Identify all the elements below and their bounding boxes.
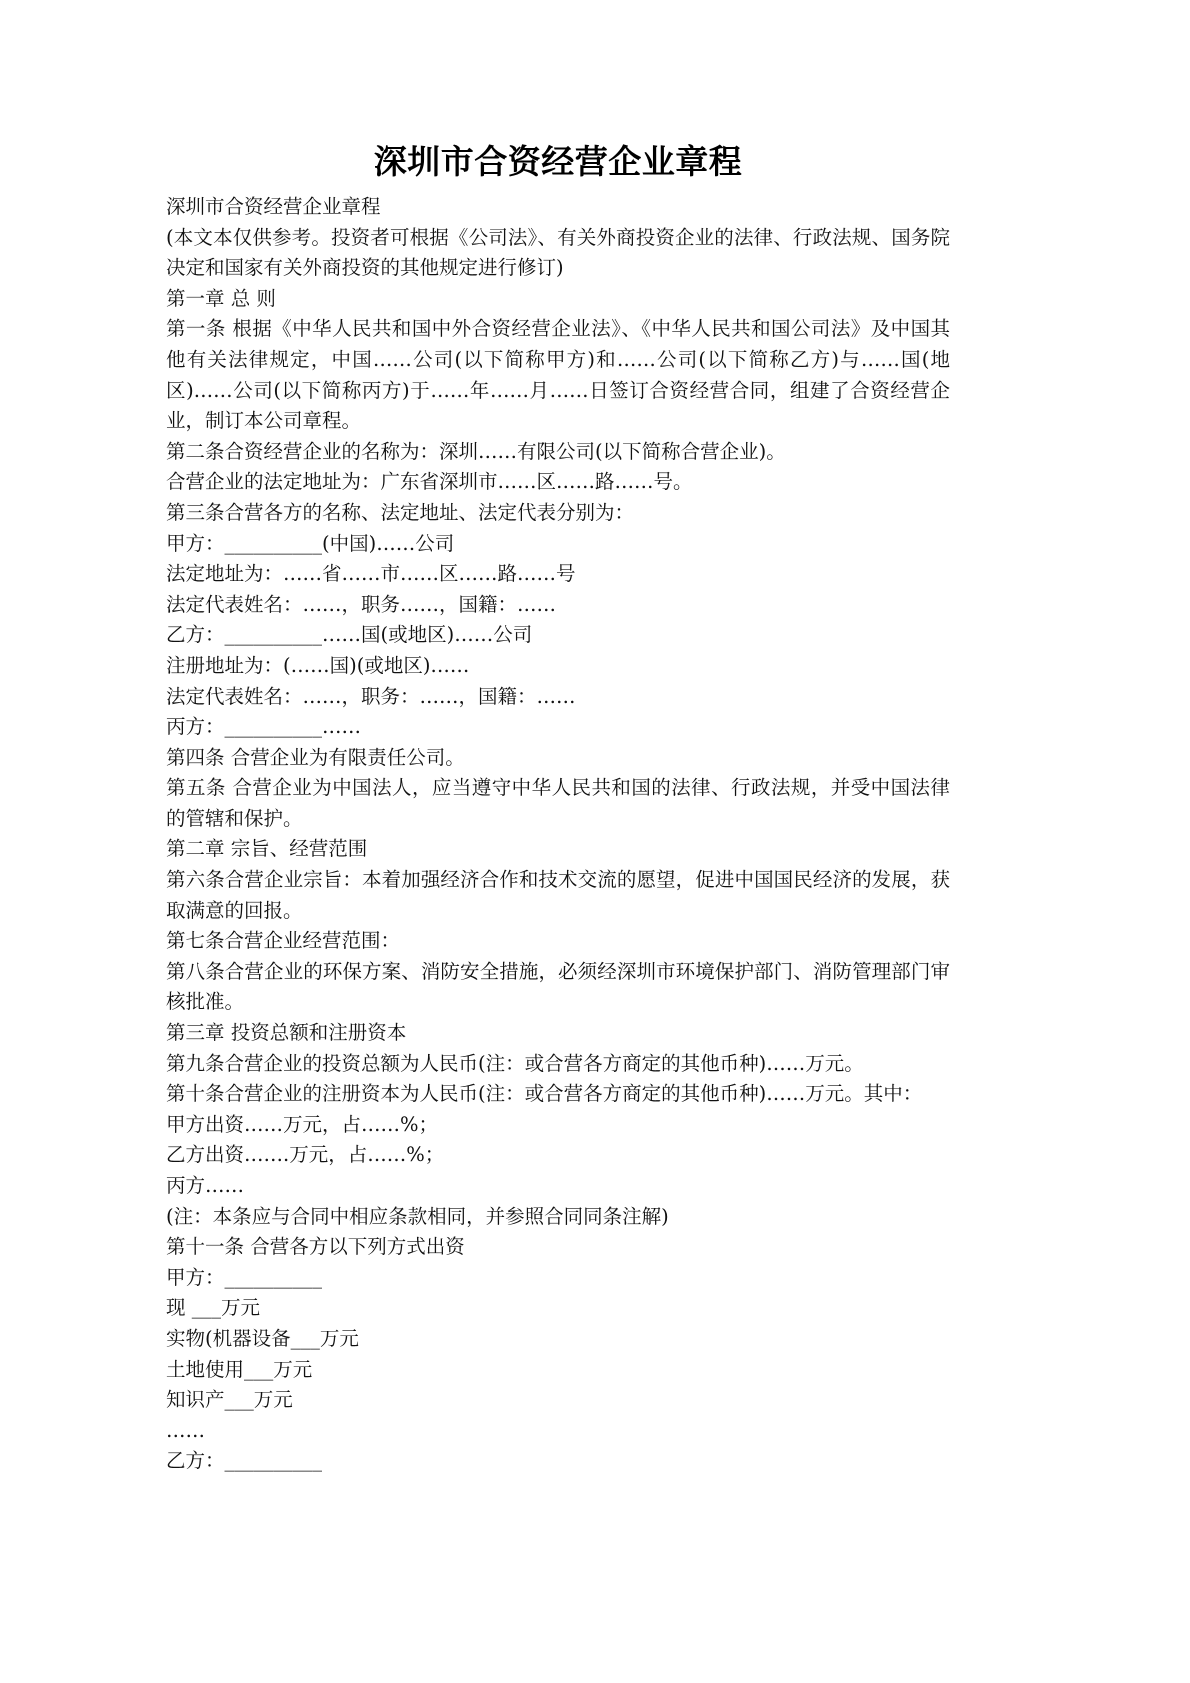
- document-body: [166, 192, 950, 1477]
- heading-chapter-2: 第二章 宗旨、经营范围: [166, 837, 368, 861]
- field-equipment-amount: 实物(机器设备___万元: [166, 1326, 359, 1350]
- field-intellectual-property-amount: 知识产___万元: [166, 1388, 293, 1412]
- paragraph-article-1: 第一条 根据《中华人民共和国中外合资经营企业法》、《中华人民共和国公司法》及中国其他有关法律规定，中国……公司(以下简称甲方)和……公司(以下简称乙方)与……国(地区)……公司(以下简称丙方)于……年……月……日签订合资经营合同，组建了合资经营企业，制订本公司章程。: [166, 317, 950, 433]
- field-party-b-contribution: 乙方出资…….万元，占……%；: [166, 1143, 445, 1167]
- heading-chapter-3: 第三章 投资总额和注册资本: [166, 1021, 407, 1045]
- paragraph-subtitle: 深圳市合资经营企业章程: [166, 195, 381, 218]
- field-cash-amount: 现 ___万元: [166, 1296, 260, 1320]
- field-ellipsis: ……: [166, 1418, 205, 1442]
- paragraph-article-5: 第五条 合营企业为中国法人，应当遵守中华人民共和国的法律、行政法规，并受中国法律的管辖和保护。: [166, 776, 950, 830]
- document-content: [166, 140, 950, 1477]
- field-party-a-name: 甲方：__________(中国)……公司: [166, 531, 455, 555]
- field-party-c-contribution: 丙方……: [166, 1174, 245, 1197]
- paragraph-article-8: 第八条合营企业的环保方案、消防安全措施，必须经深圳市环境保护部门、消防管理部门审核批准。: [166, 959, 950, 1014]
- paragraph-article-6: 第六条合营企业宗旨：本着加强经济合作和技术交流的愿望，促进中国国民经济的发展，获取满意的回报。: [166, 868, 950, 922]
- page-title: 深圳市合资经营企业章程: [373, 142, 743, 181]
- field-party-b-address: 注册地址为：(……国)(或地区)……: [166, 653, 470, 677]
- field-party-a-contribution: 甲方出资……万元，占……%；: [166, 1112, 439, 1136]
- field-party-a-representative: 法定代表姓名：……，职务……，国籍：……: [166, 592, 557, 616]
- paragraph-article-11: 第十一条 合营各方以下列方式出资: [166, 1235, 465, 1259]
- field-party-b-representative: 法定代表姓名：……，职务：……，国籍：……: [166, 684, 576, 708]
- paragraph-note-contract: (注：本条应与合同中相应条款相同，并参照合同同条注解): [166, 1204, 669, 1228]
- field-party-b-name: 乙方：__________……国(或地区)……公司: [166, 623, 533, 647]
- field-party-a-blank: 甲方：__________: [166, 1265, 323, 1289]
- field-land-use-amount: 土地使用___万元: [166, 1357, 313, 1381]
- paragraph-disclaimer: (本文本仅供参考。投资者可根据《公司法》、有关外商投资企业的法律、行政法规、国务院决定和国家有关外商投资的其他规定进行修订): [166, 225, 950, 280]
- heading-chapter-1: 第一章 总 则: [166, 286, 276, 310]
- paragraph-article-10: 第十条合营企业的注册资本为人民币(注：或合营各方商定的其他币种)……万元。其中：: [166, 1082, 923, 1106]
- field-party-c-name: 丙方：__________……: [166, 715, 362, 739]
- field-party-b-blank: 乙方：__________: [166, 1449, 323, 1473]
- paragraph-article-7: 第七条合营企业经营范围：: [166, 929, 401, 953]
- paragraph-legal-address: 合营企业的法定地址为：广东省深圳市……区……路……号。: [166, 470, 693, 494]
- paragraph-article-3: 第三条合营各方的名称、法定地址、法定代表分别为：: [166, 500, 635, 524]
- field-party-a-address: 法定地址为：……省……市……区……路……号: [166, 562, 576, 586]
- paragraph-article-4: 第四条 合营企业为有限责任公司。: [166, 745, 465, 769]
- paragraph-article-9: 第九条合营企业的投资总额为人民币(注：或合营各方商定的其他币种)……万元。: [166, 1051, 864, 1075]
- paragraph-article-2: 第二条合资经营企业的名称为：深圳……有限公司(以下简称合营企业)。: [166, 439, 786, 463]
